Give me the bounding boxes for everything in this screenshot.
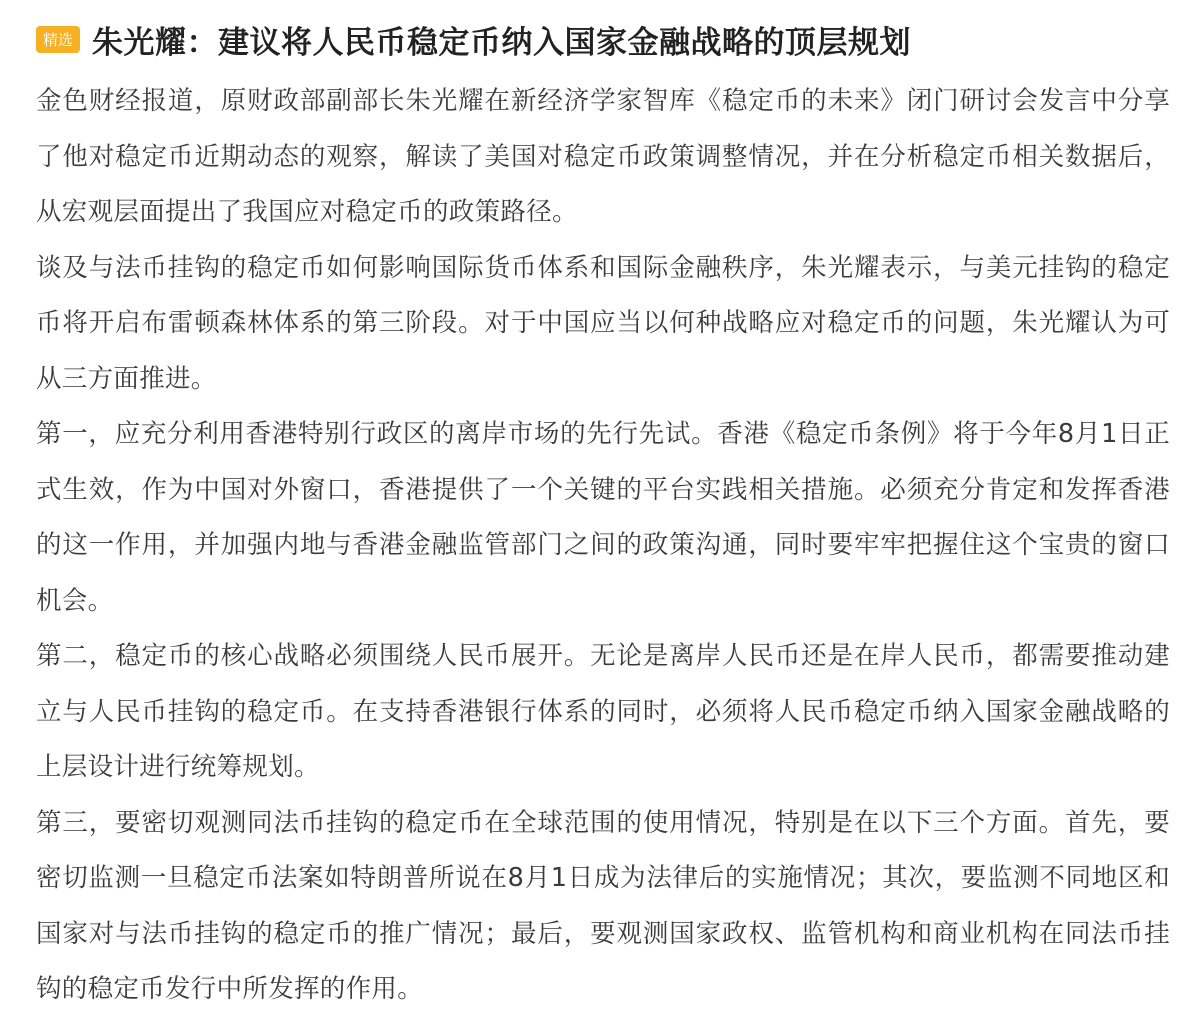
article-paragraph: 第三，要密切观测同法币挂钩的稳定币在全球范围的使用情况，特别是在以下三个方面。首先，要密切监测一旦稳定币法案如特朗普所说在8月1日成为法律后的实施情况；其次，要监测不同地区和国家对与法币挂钩的稳定币的推广情况；最后，要观测国家政权、监管机构和商业机构在同法币挂钩的稳定币发行中所发挥的作用。 <box>36 807 1170 1004</box>
article-body <box>36 74 1170 1018</box>
article-paragraph: 第二，稳定币的核心战略必须围绕人民币展开。无论是离岸人民币还是在岸人民币，都需要推动建立与人民币挂钩的稳定币。在支持香港银行体系的同时，必须将人民币稳定币纳入国家金融战略的上层设计进行统筹规划。 <box>36 641 1170 782</box>
article-paragraph: 金色财经报道，原财政部副部长朱光耀在新经济学家智库《稳定币的未来》闭门研讨会发言中分享了他对稳定币近期动态的观察，解读了美国对稳定币政策调整情况，并在分析稳定币相关数据后，从宏观层面提出了我国应对稳定币的政策路径。 <box>36 86 1170 227</box>
article-paragraph: 谈及与法币挂钩的稳定币如何影响国际货币体系和国际金融秩序，朱光耀表示，与美元挂钩的稳定币将开启布雷顿森林体系的第三阶段。对于中国应当以何种战略应对稳定币的问题，朱光耀认为可从三方面推进。 <box>36 252 1170 394</box>
article-paragraph: 第一，应充分利用香港特别行政区的离岸市场的先行先试。香港《稳定币条例》将于今年8月1日正式生效，作为中国对外窗口，香港提供了一个关键的平台实践相关措施。必须充分肯定和发挥香港的这一作用，并加强内地与香港金融监管部门之间的政策沟通，同时要牢牢把握住这个宝贵的窗口机会。 <box>36 419 1170 616</box>
article-header <box>36 14 1170 64</box>
featured-badge: 精选 <box>36 26 80 53</box>
article-title: 朱光耀：建议将人民币稳定币纳入国家金融战略的顶层规划 <box>92 24 911 61</box>
